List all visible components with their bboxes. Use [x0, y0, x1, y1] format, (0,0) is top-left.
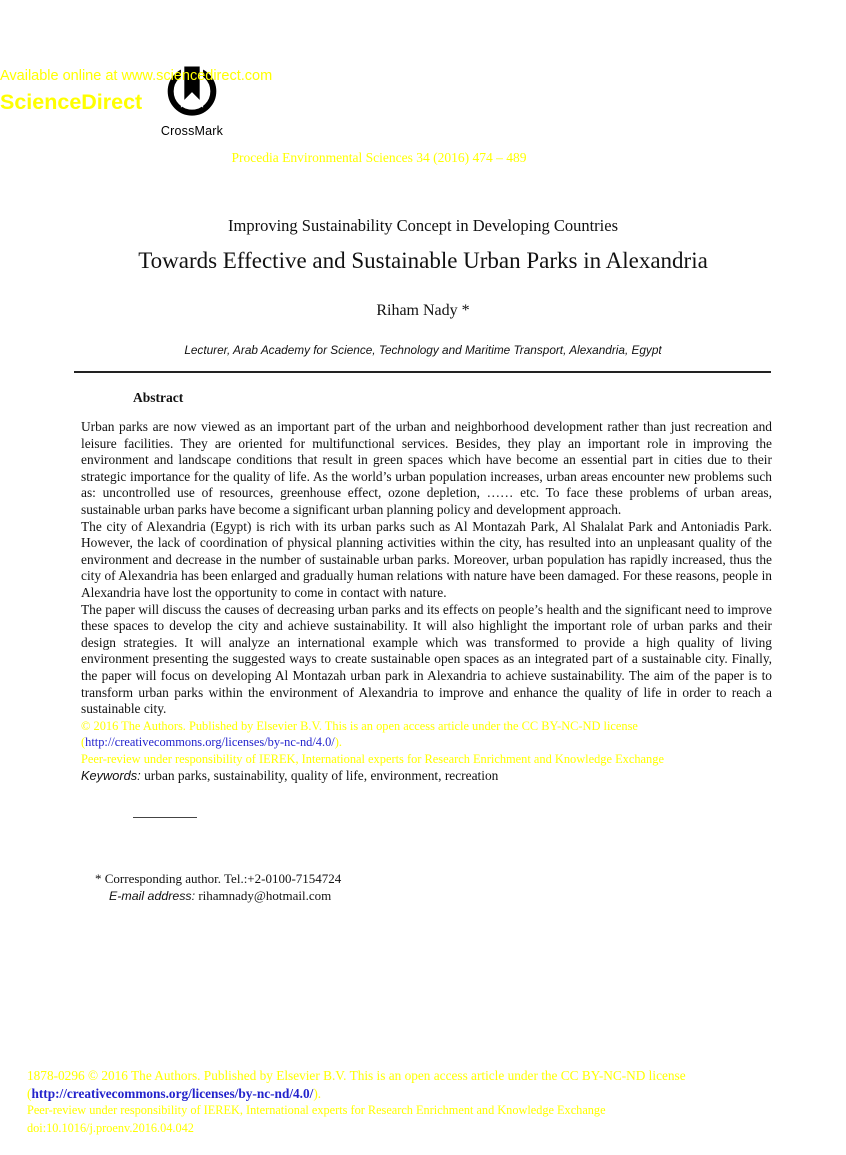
- conference-title: Improving Sustainability Concept in Developing Countries: [228, 216, 618, 235]
- keywords-list: urban parks, sustainability, quality of life, environment, recreation: [140, 768, 499, 784]
- abstract-paragraph: The city of Alexandria (Egypt) is rich with its urban parks such as Al Montazah Park, Al Shalalat Park and Antoniadis Park. However, the lack of coordination of physical planning activities within the city, has resulted into an unpleasant quality of the environment and decrease in the number of sustainable urban parks. Moreover, urban population has rapidly increased, thus the city of Alexandria has been enlarged and gradually human relations with nature have been damaged. For these reasons, people in Alexandria have lost the opportunity to come in contact with nature.: [81, 518, 772, 600]
- copyright-line: © 2016 The Authors. Published by Elsevier B.V. This is an open access article under the CC BY-NC-ND license: [81, 718, 638, 733]
- header-divider: [74, 371, 771, 373]
- available-online-text: Available online at www.sciencedirect.com: [0, 68, 273, 84]
- doi-line: doi:10.1016/j.proenv.2016.04.042: [27, 1120, 194, 1135]
- email-line: [95, 888, 341, 905]
- corresponding-author-note: * Corresponding author. Tel.:+2-0100-7154724: [95, 871, 342, 886]
- abstract-paragraph: The paper will discuss the causes of decreasing urban parks and its effects on people’s health and the significant need to improve these spaces to develop the city and achieve sustainability. It will also highlight the important role of urban parks and their design strategies. It will analyze an international example which was transformed to provide a high quality of living environment presenting the suggested ways to create sustainable open spaces as an integrated part of a sustainable city. Finally, the paper will focus on developing Al Montazah urban park in Alexandria to achieve sustainability. The aim of the paper is to transform urban parks within the environment of Alexandria to improve and enhance the quality of life in order to reach a sustainable city.: [81, 601, 772, 717]
- keywords-line: [81, 767, 772, 784]
- keywords-label: Keywords:: [81, 768, 141, 784]
- peer-review-line: Peer-review under responsibility of IEREK, International experts for Research Enrichment and Knowledge Exchange: [81, 751, 664, 766]
- footer-block: [27, 1067, 827, 1137]
- footer-license-url-link[interactable]: http://creativecommons.org/licenses/by-nc-nd/4.0/: [31, 1085, 314, 1101]
- sciencedirect-logo[interactable]: ScienceDirect: [0, 90, 143, 114]
- footer-peer-review-line: Peer-review under responsibility of IEREK, International experts for Research Enrichment and Knowledge Exchange: [27, 1103, 606, 1117]
- footer-paren-close: ).: [313, 1085, 322, 1101]
- email-address: rihamnady@hotmail.com: [195, 887, 332, 903]
- license-line: [81, 734, 772, 751]
- license-paren-open: (: [81, 735, 86, 750]
- abstract-heading: Abstract: [133, 390, 184, 405]
- footer-license-line: [27, 1085, 827, 1103]
- footnote-divider: [133, 817, 197, 818]
- journal-citation-line: Procedia Environmental Sciences 34 (2016) 474 – 489: [231, 150, 527, 165]
- footnote-block: [95, 871, 341, 904]
- author-name: Riham Nady *: [376, 302, 470, 319]
- author-affiliation: Lecturer, Arab Academy for Science, Technology and Maritime Transport, Alexandria, Egypt: [184, 343, 662, 357]
- email-label: E-mail address:: [109, 888, 196, 903]
- issn-copyright-line: 1878-0296 © 2016 The Authors. Published by Elsevier B.V. This is an open access article under the CC BY-NC-ND license: [27, 1068, 686, 1083]
- license-paren-close: ).: [334, 735, 342, 750]
- abstract-paragraph: Urban parks are now viewed as an important part of the urban and neighborhood development rather than just recreation and leisure facilities. They are oriented for multifunctional services. Besides, they play an important role in improving the environment and landscape conditions that result in green spaces which have become an essential part in cities due to their strategic importance for the quality of life. As the world’s urban population increases, urban areas encounter new problems such as: uncontrolled use of resources, greenhouse effect, ozone depletion, …… etc. To face these problems of urban areas, sustainable urban parks have become a significant urban planning policy and development approach.: [81, 419, 772, 517]
- license-url-link[interactable]: http://creativecommons.org/licenses/by-nc-nd/4.0/: [85, 735, 335, 750]
- article-title: Towards Effective and Sustainable Urban Parks in Alexandria: [138, 248, 708, 273]
- crossmark-label: CrossMark: [160, 124, 224, 138]
- abstract-body: [81, 419, 772, 784]
- footer-paren-open: (: [27, 1085, 32, 1101]
